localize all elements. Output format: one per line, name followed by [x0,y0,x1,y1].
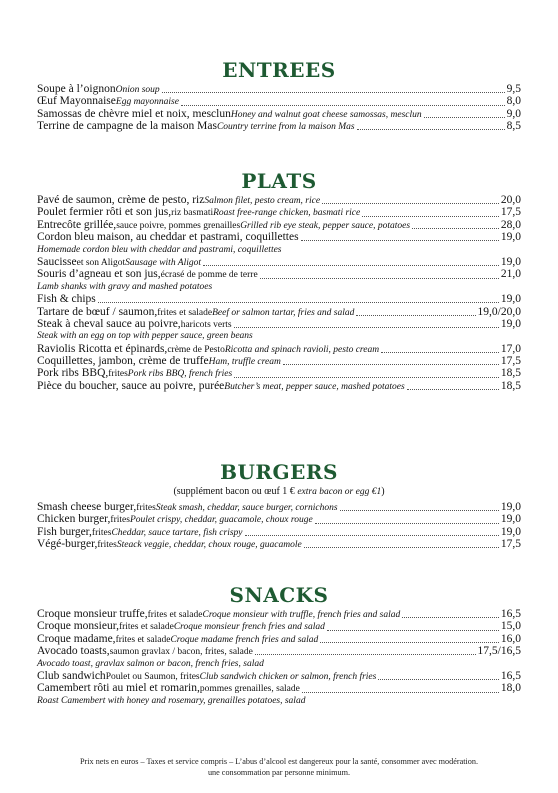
dot-leader [412,227,499,229]
dot-leader [302,691,499,693]
dish-price: 16,5 [500,669,521,682]
section-note [0,485,558,499]
menu-item-row [37,293,521,305]
dish-english: Pork ribs BBQ, french fries [127,369,233,380]
dish-english: Grilled rib eye steak, pepper sauce, potatoes [240,220,411,231]
dot-leader [320,641,499,643]
menu-item-row [37,367,521,379]
dish-english-line: Avocado toast, gravlax salmon or bacon, french fries, salad [37,658,264,669]
dish-detail: frites [91,527,112,538]
dish-price: 9,0 [506,107,521,120]
dish-detail: riz basmati [171,208,214,219]
dish-english-line: Homemade cordon bleu with cheddar and pastrami, coquillettes [37,244,282,255]
dish-detail: frites et salade [115,634,171,645]
dish-english: Honey and walnut goat cheese samossas, mesclun [230,109,422,120]
dish-detail: frites et salade [118,622,174,633]
dish-detail: frites et salade [157,307,213,318]
dish-price: 19,0 [500,525,521,538]
dish-english: Club sandwich chicken or salmon, french fries [199,671,377,682]
menu-item-row [37,306,521,318]
menu-section-plats [0,168,558,392]
dish-detail: pommes grenailles, salade [199,684,300,695]
dish-english-line: Lamb shanks with gravy and mashed potatoes [37,281,213,292]
menu-item-row [37,682,521,694]
menu-item-row [37,380,521,392]
dot-leader [327,629,499,631]
note-fr: (supplément bacon ou œuf 1 € [173,486,298,497]
dot-leader [381,351,499,353]
dish-name: Pièce du boucher, sauce au poivre, purée [37,379,225,392]
dish-name: Pavé de saumon, crème de pesto, riz [37,194,205,206]
menu-item-row [37,670,521,682]
dish-english-line: Roast Camembert with honey and rosemary, grenailles potatoes, salad [37,695,306,706]
dot-leader [162,91,505,93]
dish-name: Avocado toasts, [37,645,110,658]
dot-leader [378,678,499,680]
dish-name: Soupe à l’oignon [37,83,116,95]
dish-price: 9,5 [506,83,521,95]
dish-name: Saucisse [37,255,77,268]
dish-detail: frites [108,369,128,380]
dish-name: Raviolis Ricotta et épinards, [37,342,168,355]
menu-item-row [37,318,521,330]
dot-leader [255,653,476,655]
dish-name: Steak à cheval sauce au poivre, [37,317,181,330]
footer-line-2: une consommation par personne minimum. [207,768,351,777]
dish-price: 28,0 [500,218,521,231]
dot-leader [234,326,499,328]
menu-item-row [37,95,521,107]
dish-price: 18,0 [500,682,521,695]
menu-item-row [37,633,521,645]
dish-name: Pork ribs BBQ, [37,367,109,380]
footer [20,756,538,778]
dish-english: Croque monsieur with truffle, french fries and salad [202,610,401,620]
menu-items [37,194,521,392]
dish-english: Roast free-range chicken, basmati rice [213,208,361,219]
dot-leader [260,277,499,279]
menu-section-entrees [0,57,558,133]
note-close: ) [381,486,385,497]
dish-english: Egg mayonnaise [115,97,179,108]
dot-leader [340,509,499,511]
dish-price: 16,5 [500,608,521,620]
dish-english: Sausage with Aligot [125,257,202,268]
menu-item-row [37,268,521,280]
menu-item-row [37,108,521,120]
dot-leader [322,202,499,204]
dot-leader [203,264,499,266]
dot-leader [245,534,499,536]
dish-price: 19,0 [500,513,521,526]
dot-leader [315,522,499,524]
dish-price: 17,5 [500,206,521,219]
dot-leader [181,104,505,106]
dish-english: Poulet crispy, cheddar, guacamole, choux rouge [129,515,313,526]
dish-english: Steack veggie, cheddar, choux rouge, guacamole [116,540,302,551]
dish-price: 19,0 [500,317,521,330]
dot-leader [356,314,475,316]
dish-name: Samossas de chèvre miel et noix, mesclun [37,107,231,120]
dish-price: 18,5 [500,367,521,380]
dish-english: Steak smash, cheddar, sauce burger, cornichons [155,503,338,513]
dish-price: 8,5 [506,120,521,133]
dish-price: 19,0 [500,293,521,306]
dish-detail: frites [97,540,117,551]
dish-detail: saumon gravlax / bacon, frites, salade [109,647,253,658]
menu-item-row [37,513,521,525]
dish-english-line: Steak with an egg on top with pepper sauce, green beans [37,331,253,342]
menu-item-row [37,219,521,231]
menu-section-snacks [0,582,558,707]
dish-price: 15,0 [500,620,521,633]
dish-price: 8,0 [506,95,521,108]
menu-section-burgers [0,459,558,551]
dish-detail: Poulet ou Saumon, frites [105,671,200,682]
note-en: extra bacon or egg €1 [297,487,382,497]
menu-item-row [37,120,521,132]
dish-detail: frites [110,515,130,526]
menu-item-row [37,83,521,95]
dish-name: Végé-burger, [37,538,98,551]
dish-name: Coquillettes, jambon, crème de truffe [37,355,209,368]
menu-items [37,83,521,133]
dish-name: Terrine de campagne de la maison Mas [37,120,217,133]
dish-price: 19,0 [500,501,521,513]
dish-price: 17,5 [500,355,521,368]
dish-detail: frites [136,503,156,513]
dish-price: 20,0 [500,194,521,206]
menu-item-row [37,538,521,550]
dish-name: Chicken burger, [37,513,111,526]
dish-name: Croque monsieur truffe, [37,608,148,620]
dot-leader [283,363,499,365]
dot-leader [301,239,499,241]
menu-items [37,501,521,551]
menu-item-row [37,206,521,218]
dish-name: Souris d’agneau et son jus, [37,268,161,281]
menu-item-row [37,501,521,513]
dish-name: Fish & chips [37,293,96,306]
dish-name: Croque monsieur, [37,620,119,633]
dish-price: 19,0 [500,255,521,268]
dot-leader [234,376,499,378]
menu-items [37,608,521,707]
dot-leader [407,388,499,390]
menu-item-row [37,355,521,367]
dish-name: Tartare de bœuf / saumon, [37,305,158,318]
menu-item-row [37,526,521,538]
menu-item-row [37,343,521,355]
dish-name: Camembert rôti au miel et romarin, [37,682,200,695]
dish-english: Croque madame french fries and salad [170,634,319,645]
dish-english: Ham, truffle cream [208,357,281,368]
dish-price: 21,0 [500,268,521,281]
section-title: SNACKS [229,583,329,607]
footer-line-1: Prix nets en euros – Taxes et service compris – L’abus d’alcool est dangereux pour la santé, consommer avec modération. [80,757,478,766]
dish-name: Club sandwich [37,669,106,682]
dish-name: Entrecôte grillée, [37,218,117,231]
dish-detail: haricots verts [180,319,232,330]
dish-english: Cheddar, sauce tartare, fish crispy [111,527,243,538]
dish-name: Poulet fermier rôti et son jus, [37,206,172,219]
dish-name: Cordon bleu maison, au cheddar et pastrami, coquillettes [37,231,299,244]
section-title: BURGERS [220,460,338,484]
dot-leader [357,128,505,130]
menu-item-row [37,620,521,632]
dish-english: Croque monsieur french fries and salad [173,622,325,633]
dish-price: 17,0 [500,342,521,355]
menu-item-row [37,645,521,657]
section-title: ENTREES [222,58,336,82]
dish-price: 16,0 [500,632,521,645]
dish-price: 17,5/16,5 [477,645,521,658]
dish-name: Fish burger, [37,525,92,538]
dish-detail: écrasé de pomme de terre [160,270,258,281]
dot-leader [98,301,499,303]
dish-detail: crème de Pesto [167,344,225,355]
dot-leader [304,546,499,548]
menu-item-row [37,256,521,268]
dish-detail: et son Aligot [76,257,126,268]
dish-name: Smash cheese burger, [37,501,137,513]
dot-leader [402,616,499,618]
dish-detail: sauce poivre, pommes grenailles [116,220,241,231]
menu-item-row [37,194,521,206]
dish-price: 17,5 [500,538,521,551]
dish-english: Onion soup [115,85,160,95]
section-title: PLATS [241,169,317,193]
dot-leader [362,215,499,217]
menu-item-row [37,608,521,620]
dish-english: Beef or salmon tartar, fries and salad [212,307,355,318]
menu-item-row [37,231,521,243]
dish-detail: frites et salade [147,610,203,620]
dish-english: Butcher’s meat, pepper sauce, mashed potatoes [224,381,405,392]
dish-english: Country terrine from la maison Mas [216,122,355,133]
dish-price: 19,0 [500,231,521,244]
dish-price: 18,5 [500,379,521,392]
dish-english: Ricotta and spinach ravioli, pesto cream [224,344,380,355]
dish-name: Œuf Mayonnaise [37,95,116,108]
dot-leader [424,116,505,118]
dish-english: Salmon filet, pesto cream, rice [204,196,321,206]
dish-name: Croque madame, [37,632,116,645]
dish-price: 19,0/20,0 [477,305,521,318]
